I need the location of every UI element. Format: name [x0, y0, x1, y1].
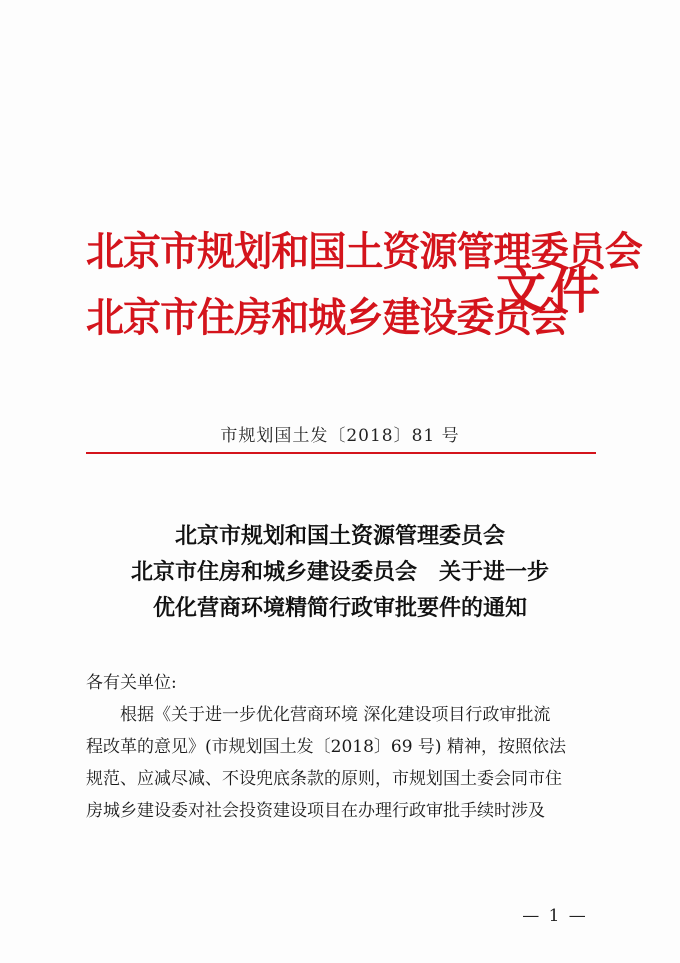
document-number: 市规划国土发〔2018〕81 号 [220, 426, 460, 446]
body-text [86, 667, 596, 827]
red-divider-line [86, 452, 596, 454]
salutation: 各有关单位: [86, 673, 177, 693]
paragraph-line: 规范、应减尽减、不设兜底条款的原则，市规划国土委会同市住 [86, 769, 562, 789]
paragraph-line: 程改革的意见》(市规划国土发〔2018〕69 号) 精神，按照依法 [86, 737, 566, 757]
header-org-line-1: 北京市规划和国土资源管理委员会 [86, 228, 642, 275]
header-org-line-2: 北京市住房和城乡建设委员会 [86, 294, 568, 341]
notice-title [0, 518, 680, 626]
red-header [86, 224, 646, 364]
paragraph-line: 根据《关于进一步优化营商环境 深化建设项目行政审批流 [120, 705, 551, 725]
header-document-word: 文件 [496, 261, 604, 320]
page-number: — 1 — [522, 906, 588, 926]
title-line-2: 北京市住房和城乡建设委员会 关于进一步 [130, 559, 549, 585]
title-line-3: 优化营商环境精简行政审批要件的通知 [152, 595, 527, 621]
title-line-1: 北京市规划和国土资源管理委员会 [174, 523, 505, 549]
paragraph-line: 房城乡建设委对社会投资建设项目在办理行政审批手续时涉及 [86, 801, 545, 821]
